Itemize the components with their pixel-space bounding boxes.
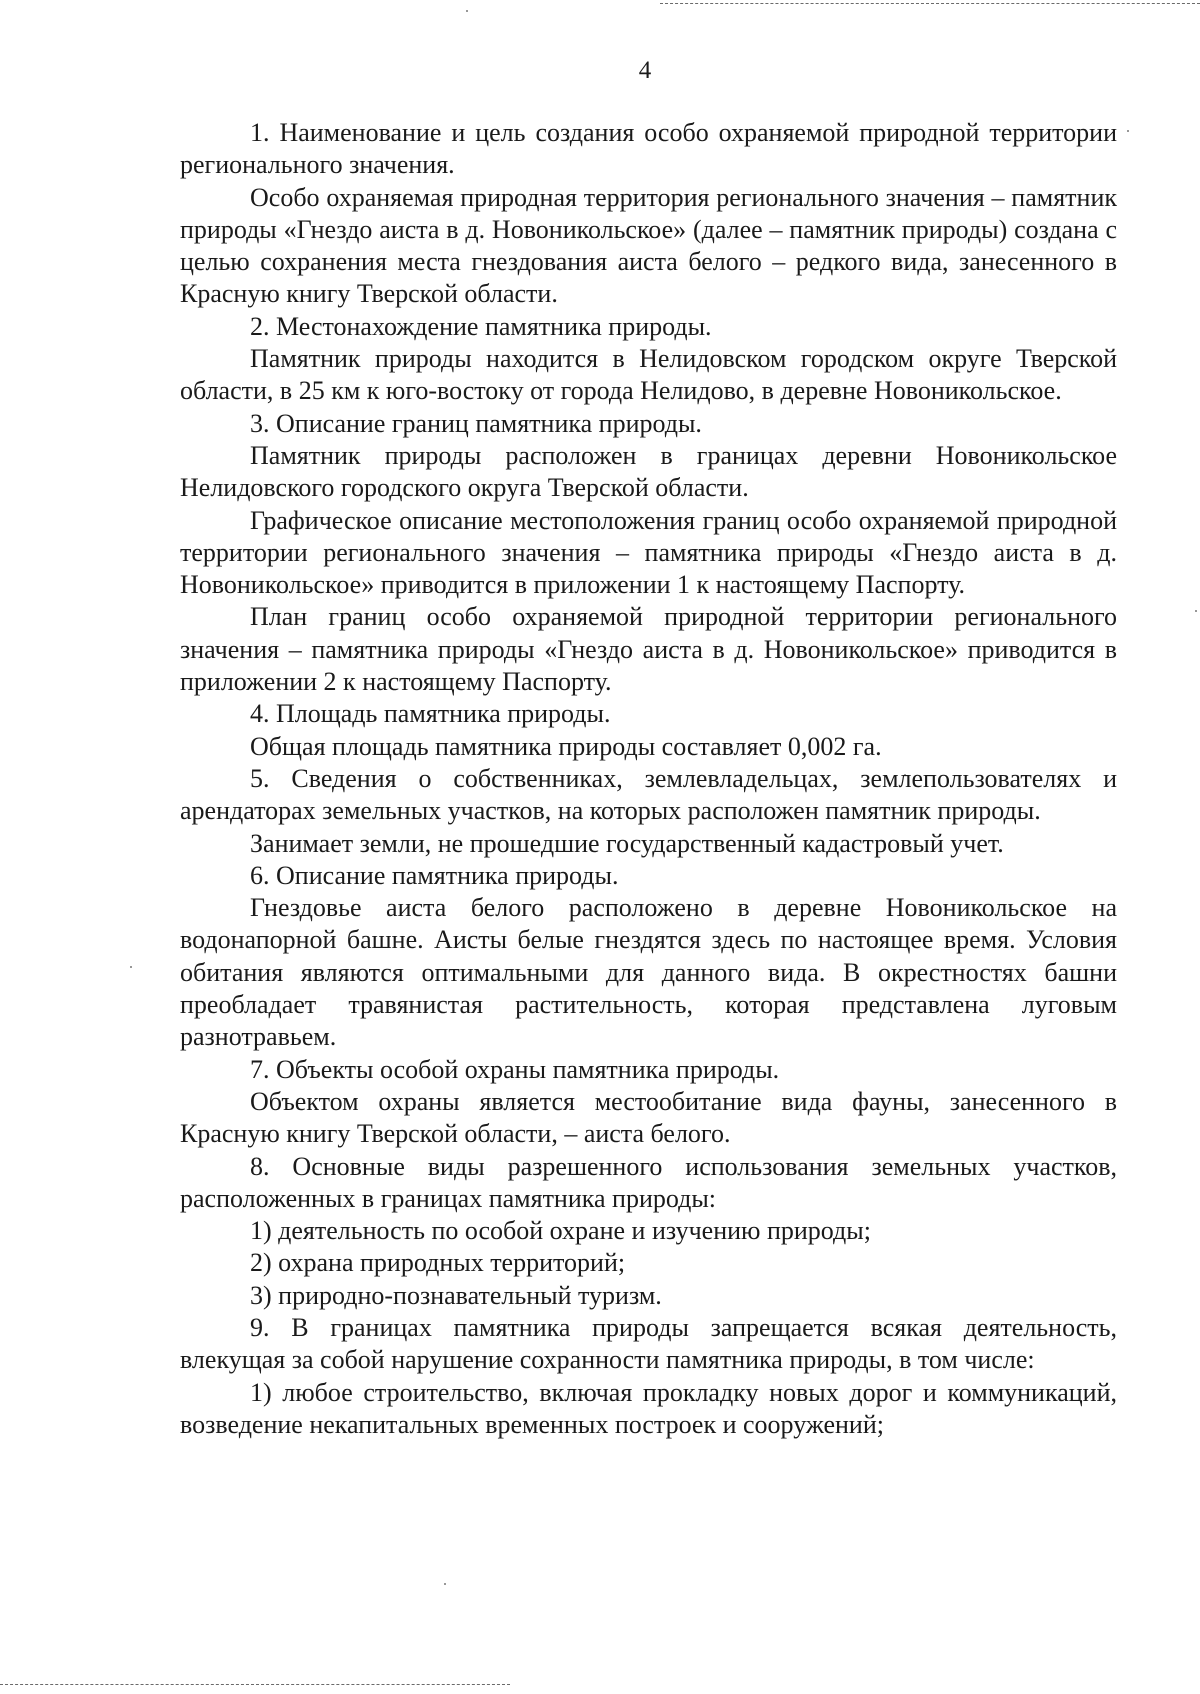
paragraph-4-text: Общая площадь памятника природы составляет 0,002 га. bbox=[250, 731, 882, 761]
paragraph-5-text: Занимает земли, не прошедшие государственный кадастровый учет. bbox=[250, 828, 1004, 858]
paragraph-3-heading: 3. Описание границ памятника природы. bbox=[250, 408, 702, 438]
paragraph-3-text: Памятник природы расположен в границах деревни Новоникольское Нелидовского городского округа Тверской области. bbox=[180, 440, 1117, 503]
paragraph-2-heading: 2. Местонахождение памятника природы. bbox=[250, 311, 712, 341]
page-number: 4 bbox=[638, 57, 652, 84]
paragraph-8-item-3: 3) природно-познавательный туризм. bbox=[250, 1280, 662, 1310]
paragraph-3-boundary-plan: План границ особо охраняемой природной территории регионального значения – памятника природы «Гнездо аиста в д. Новоникольское» приводится в приложении 2 к настоящему Паспорту. bbox=[180, 602, 1117, 697]
scan-edge-bottom bbox=[0, 1684, 510, 1685]
scan-speck bbox=[1127, 130, 1129, 132]
paragraph-2-text: Памятник природы находится в Нелидовском городском округе Тверской области, в 25 км к юго-востоку от города Нелидово, в деревне Новоникольское. bbox=[180, 344, 1117, 406]
scan-speck bbox=[1195, 610, 1197, 612]
paragraph-6-heading: 6. Описание памятника природы. bbox=[250, 860, 619, 890]
paragraph-9-item-1: 1) любое строительство, включая прокладку новых дорог и коммуникаций, возведение некапитальных временных построек и сооружений; bbox=[180, 1377, 1117, 1439]
document-body bbox=[180, 117, 1117, 1441]
paragraph-1-heading: 1. Наименование и цель создания особо охраняемой природной территории регионального значения. bbox=[180, 118, 1117, 180]
paragraph-8-item-1: 1) деятельность по особой охране и изучению природы; bbox=[250, 1216, 871, 1246]
paragraph-1-text: Особо охраняемая природная территория регионального значения – памятник природы «Гнездо аиста в д. Новоникольское» (далее – памятник природы) создана с целью сохранения места гнездования аиста белого – редкого вида, занесенного в Красную книгу Тверской области. bbox=[180, 182, 1117, 309]
paragraph-8-item-2: 2) охрана природных территорий; bbox=[250, 1248, 626, 1278]
paragraph-6-text: Гнездовье аиста белого расположено в деревне Новоникольское на водонапорной башне. Аисты белые гнездятся здесь по настоящее время. Условия обитания являются оптимальными для данного вида. В окрестностях башни преобладает травянистая растительность, которая представлена луговым разнотравьем. bbox=[180, 893, 1117, 1052]
paragraph-5-heading: 5. Сведения о собственниках, землевладельцах, землепользователях и арендаторах земельных участков, на которых расположен памятник природы. bbox=[180, 763, 1117, 826]
scan-speck bbox=[444, 1583, 446, 1585]
paragraph-9-heading: 9. В границах памятника природы запрещается всякая деятельность, влекущая за собой нарушение сохранности памятника природы, в том числе: bbox=[180, 1312, 1117, 1375]
paragraph-7-text: Объектом охраны является местообитание вида фауны, занесенного в Красную книгу Тверской области, – аиста белого. bbox=[180, 1086, 1117, 1149]
paragraph-8-heading: 8. Основные виды разрешенного использования земельных участков, расположенных в границах памятника природы: bbox=[180, 1151, 1117, 1213]
scan-speck bbox=[466, 10, 468, 12]
paragraph-3-graphic-description: Графическое описание местоположения границ особо охраняемой природной территории регионального значения – памятника природы «Гнездо аиста в д. Новоникольское» приводится в приложении 1 к настоящему Паспорту. bbox=[180, 505, 1117, 600]
paragraph-7-heading: 7. Объекты особой охраны памятника природы. bbox=[250, 1054, 780, 1084]
paragraph-4-heading: 4. Площадь памятника природы. bbox=[250, 699, 611, 729]
scan-edge-top bbox=[660, 3, 1200, 4]
scan-speck bbox=[130, 966, 132, 968]
